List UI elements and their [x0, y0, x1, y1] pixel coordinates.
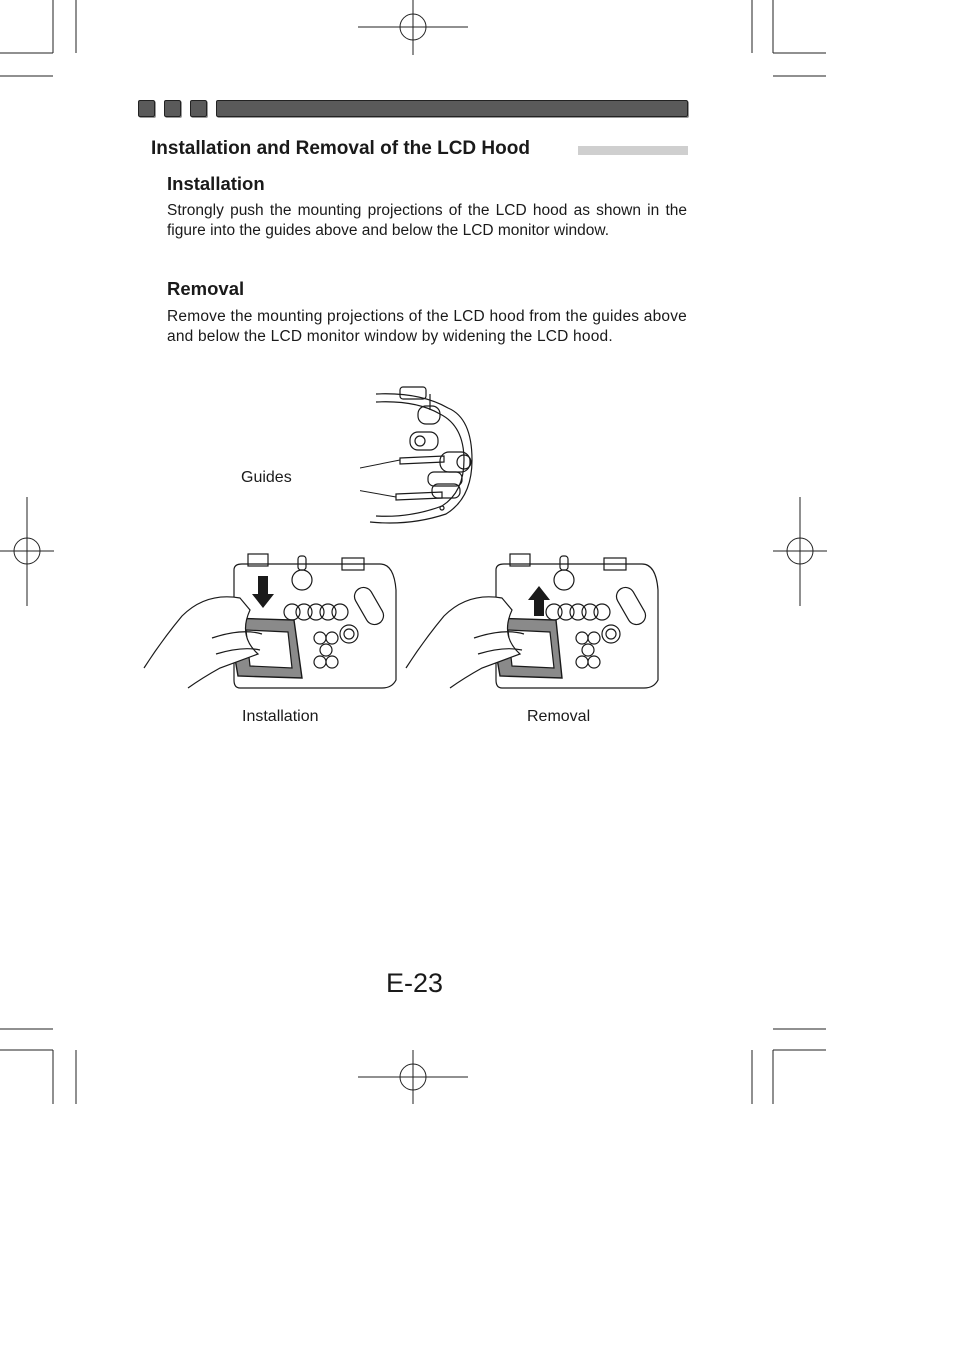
installation-text: Strongly push the mounting projections of the LCD hood as shown in the figure into the guides above and below the LCD monitor window. [167, 202, 687, 239]
section-title: Installation and Removal of the LCD Hood [151, 138, 530, 159]
header-square [190, 100, 207, 117]
guides-label: Guides [241, 469, 292, 486]
removal-text: Remove the mounting projections of the LCD hood from the guides above and below the LCD monitor window by widening the LCD hood. [167, 308, 687, 345]
caption-installation: Installation [242, 708, 319, 725]
installation-illustration [142, 550, 402, 698]
installation-heading: Installation [167, 173, 265, 194]
header-long-bar [216, 100, 688, 117]
caption-removal: Removal [527, 708, 591, 725]
page-number: E-23 [386, 968, 444, 998]
header-bar [138, 100, 688, 118]
title-rule [578, 146, 688, 155]
housing-guides-illustration [360, 380, 490, 530]
header-square [138, 100, 155, 117]
removal-heading: Removal [167, 278, 245, 299]
header-square [164, 100, 181, 117]
removal-illustration [402, 550, 664, 698]
